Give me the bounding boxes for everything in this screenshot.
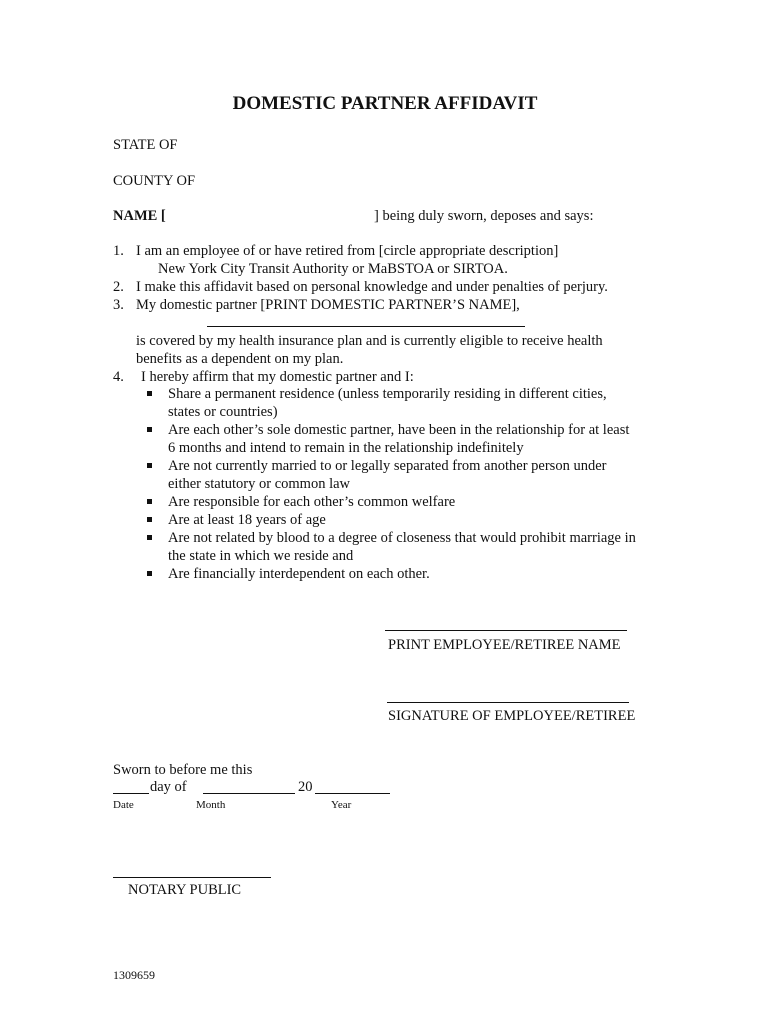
bullet-2-line-1: Are each other’s sole domestic partner, have been in the relationship for at least [168,422,630,438]
document-title: DOMESTIC PARTNER AFFIDAVIT [232,93,538,114]
item-number-3: 3. [113,297,124,313]
print-name-label: PRINT EMPLOYEE/RETIREE NAME [388,637,621,653]
item-3-text: My domestic partner [PRINT DOMESTIC PARTNER’S NAME], [136,297,520,313]
bullet-icon [147,535,152,540]
bullet-icon [147,463,152,468]
year-prefix: 20 [298,779,313,795]
bullet-icon [147,391,152,396]
item-number-1: 1. [113,243,124,259]
bullet-5: Are at least 18 years of age [168,512,326,528]
year-line[interactable] [315,793,390,794]
employee-name-line[interactable] [385,630,627,631]
item-number-4: 4. [113,369,124,385]
month-label: Month [196,799,226,811]
bullet-1-line-1: Share a permanent residence (unless temporarily residing in different cities, [168,386,607,402]
bullet-4: Are responsible for each other’s common welfare [168,494,456,510]
bullet-1-line-2: states or countries) [168,404,278,420]
signature-line[interactable] [387,702,629,703]
notary-label: NOTARY PUBLIC [128,882,242,898]
bullet-icon [147,427,152,432]
bullet-2-line-2: 6 months and intend to remain in the relationship indefinitely [168,440,524,456]
state-label: STATE OF [113,137,178,153]
sworn-text: Sworn to before me this [113,762,253,778]
notary-signature-line[interactable] [113,877,271,878]
signature-label: SIGNATURE OF EMPLOYEE/RETIREE [388,708,636,724]
name-label: NAME [ [113,208,166,224]
item-2-text: I make this affidavit based on personal knowledge and under penalties of perjury. [136,279,608,295]
bullet-7: Are financially interdependent on each other. [168,566,430,582]
date-label: Date [113,799,134,811]
day-of-text: day of [150,779,187,795]
date-line[interactable] [113,793,149,794]
bullet-icon [147,571,152,576]
year-label: Year [331,799,352,811]
bullet-6-line-2: the state in which we reside and [168,548,354,564]
bullet-3-line-2: either statutory or common law [168,476,351,492]
item-3-continuation-1: is covered by my health insurance plan and is currently eligible to receive health [136,333,603,349]
item-1-text: I am an employee of or have retired from [circle appropriate description] [136,243,559,259]
partner-name-line[interactable] [207,326,525,327]
month-line[interactable] [203,793,295,794]
bullet-icon [147,499,152,504]
county-label: COUNTY OF [113,173,196,189]
item-1-subtext: New York City Transit Authority or MaBSTOA or SIRTOA. [158,261,508,277]
item-4-text: I hereby affirm that my domestic partner and I: [141,369,414,385]
item-3-continuation-2: benefits as a dependent on my plan. [136,351,344,367]
bullet-6-line-1: Are not related by blood to a degree of closeness that would prohibit marriage in [168,530,636,546]
item-number-2: 2. [113,279,124,295]
bullet-icon [147,517,152,522]
name-deposes-text: ] being duly sworn, deposes and says: [374,208,594,224]
form-number: 1309659 [113,968,155,982]
bullet-3-line-1: Are not currently married to or legally separated from another person under [168,458,607,474]
